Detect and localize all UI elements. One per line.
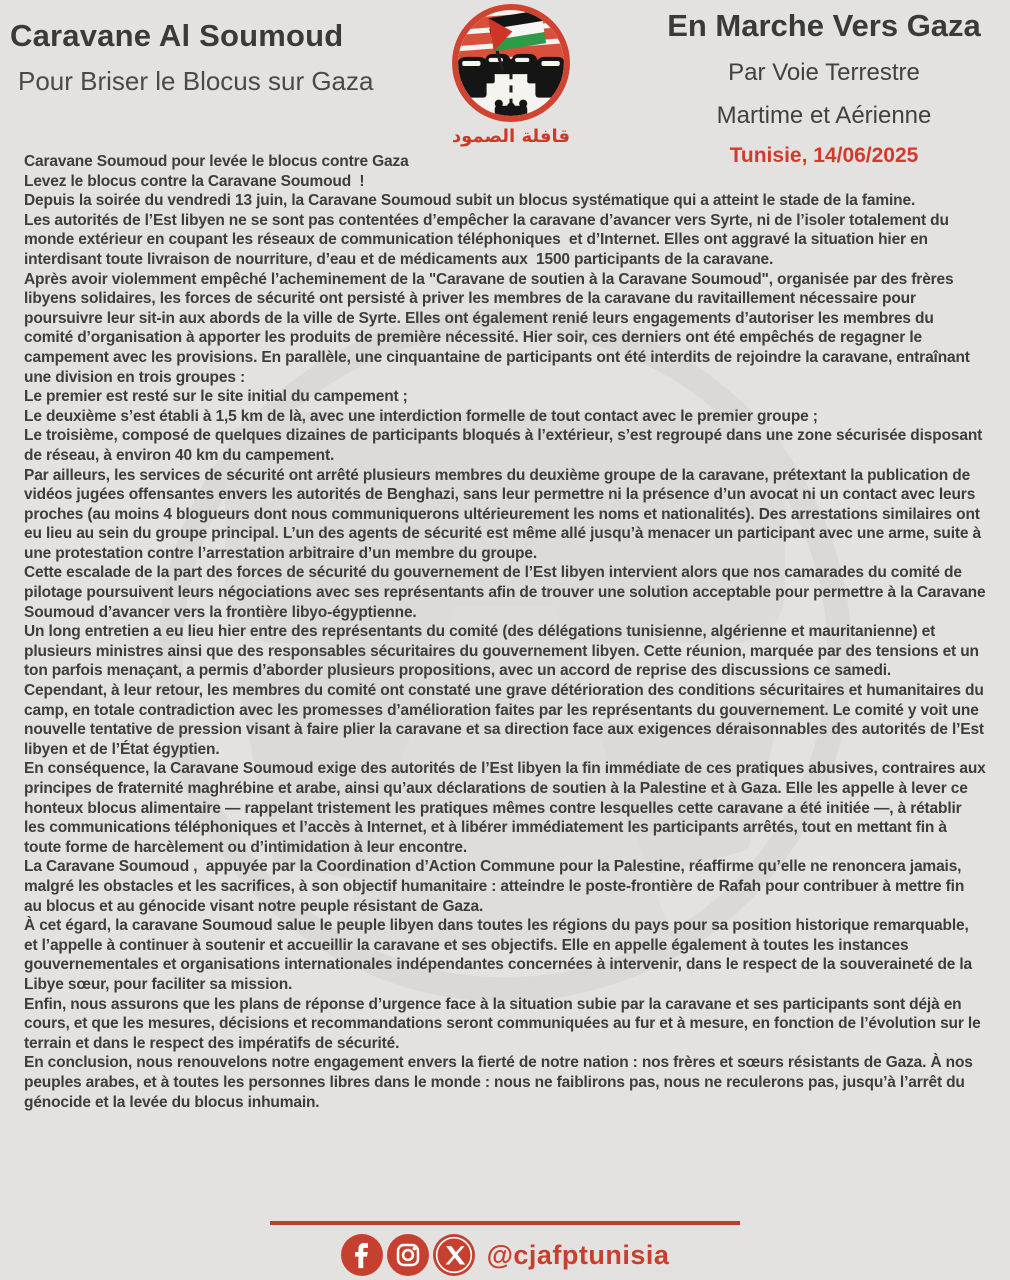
communique-body: [0, 150, 1010, 1112]
social-row: [0, 1234, 1010, 1276]
body-paragraph: En conséquence, la Caravane Soumoud exige des autorités de l’Est libyen la fin immédiate de ces pratiques abusives, contraires aux principes de fraternité maghrébine et arabe, ainsi qu’aux déclarations de soutien à la Palestine et à Gaza. Elle les appelle à lever ce honteux blocus alimentaire — rappelant tristement les pratiques mêmes contre lesquelles cette caravane a été initiée —, à rétablir les communications téléphoniques et l’accès à Internet, et à libérer immédiatement les participants arrêtés, tout en mettant fin à toute forme de harcèlement ou d’intimidation à leur encontre.: [24, 760, 990, 856]
body-paragraph: Par ailleurs, les services de sécurité ont arrêté plusieurs membres du deuxième groupe de la caravane, prétextant la publication de vidéos jugées offensantes envers les autorités de Benghazi, sans leur permettre ni la présence d’un avocat ni un contact avec leurs proches (au moins 4 blogueurs dont nous communiquerons ultérieurement les noms et nationalités). Des arrestations similaires ont eu lieu au sein du groupe principal. L’un des agents de sécurité est même allé jusqu’à menacer un participant avec une arme, suite à une protestation contre l’arrestation arbitraire d’un membre du groupe.: [24, 466, 986, 562]
footer: [0, 1221, 1010, 1276]
logo-arabic-label: قافلة الصمود: [451, 126, 571, 147]
header-right-line1: Par Voie Terrestre: [728, 59, 920, 86]
body-paragraph: Cependant, à leur retour, les membres du comité ont constaté une grave détérioration des conditions sécuritaires et humanitaires du camp, en totale contradiction avec les promesses d’amélioration faites par les représentants du gouvernement. Le comité y voit une nouvelle tentative de pression visant à faire plier la caravane et sa direction face aux exigences déraisonnables des autorités de l’Est libyen et de l’État égyptien.: [24, 682, 989, 758]
body-paragraph: Après avoir violemment empêché l’acheminement de la "Caravane de soutien à la Caravane Soumoud", organisée par des frères libyens solidaires, les forces de sécurité ont persisté à priver les membres de la caravane du ravitaillement nécessaire pour poursuivre leur sit-in aux abords de la ville de Syrte. Elles ont également renié leurs engagements d’autoriser les membres du comité d’organisation à apporter les produits de première nécessité. Hier soir, ces derniers ont été empêchés de regagner le campement avec les provisions. En parallèle, une cinquantaine de participants ont été interdits de rejoindre la caravane, entraînant une division en trois groupes :: [24, 270, 974, 386]
header-right: [644, 8, 1004, 168]
header-date: Tunisie, 14/06/2025: [729, 144, 919, 167]
body-paragraph: En conclusion, nous renouvelons notre engagement envers la fierté de notre nation : nos frères et sœurs résistants de Gaza. À nos peuples arabes, et à toutes les personnes libres dans le monde : nous ne faiblirons pas, nous ne reculerons pas, jusqu’à l’arrêt du génocide et la levée du blocus inhumain.: [24, 1054, 977, 1111]
body-paragraph: Le troisième, composé de quelques dizaines de participants bloqués à l’extérieur, s’est regroupé dans une zone sécurisée disposant de réseau, à environ 40 km du campement.: [24, 427, 987, 464]
caravan-logo-icon: [450, 2, 572, 124]
body-paragraph: Les autorités de l’Est libyen ne se sont pas contentées d’empêcher la caravane d’avancer vers Syrte, ni de l’isoler totalement du monde extérieur en coupant les réseaux de communication téléphoniques et d’Internet. Elles ont aggravé la situation hier en interdisant toute livraison de nourriture, d’eau et de médicaments aux 1500 participants de la caravane.: [24, 211, 953, 268]
body-paragraph: Levez le blocus contre la Caravane Soumoud !: [24, 172, 365, 190]
body-paragraph: Le premier est resté sur le site initial du campement ;: [24, 388, 408, 406]
body-paragraph: Cette escalade de la part des forces de sécurité du gouvernement de l’Est libyen intervient alors que nos camarades du comité de pilotage poursuivent leurs négociations avec ses représentants afin de trouver une solution acceptable pour permettre à la Caravane Soumoud d’avancer vers la frontière libyo-égyptienne.: [24, 564, 990, 621]
header-left: [10, 18, 410, 97]
body-paragraph: Enfin, nous assurons que les plans de réponse d’urgence face à la situation subie par la caravane et ses participants sont déjà en cours, et que les mesures, décisions et recommandations seront communiquées au fur et à mesure, en fonction de l’évolution sur le terrain et dans le respect des impératifs de sécurité.: [24, 995, 985, 1052]
body-paragraph: Caravane Soumoud pour levée le blocus contre Gaza: [24, 153, 409, 170]
social-handle[interactable]: @cjafptunisia: [486, 1239, 670, 1270]
page-title: Caravane Al Soumoud: [10, 18, 344, 53]
header-right-title: En Marche Vers Gaza: [667, 8, 981, 43]
body-paragraph: La Caravane Soumoud , appuyée par la Coordination d’Action Commune pour la Palestine, réaffirme qu’elle ne renoncera jamais, malgré les obstacles et les sacrifices, à son objectif humanitaire : atteindre le poste-frontière de Rafah pour contribuer à mettre fin au blocus et au génocide visant notre peuple résistant de Gaza.: [24, 858, 969, 915]
page-subtitle: Pour Briser le Blocus sur Gaza: [18, 66, 374, 96]
organization-logo: [448, 2, 574, 147]
header-right-line2: Martime et Aérienne: [716, 102, 932, 129]
footer-divider: [270, 1221, 740, 1225]
body-paragraph: Depuis la soirée du vendredi 13 juin, la Caravane Soumoud subit un blocus systématique qui a atteint le stade de la famine.: [24, 192, 916, 210]
x-icon[interactable]: [433, 1234, 475, 1276]
instagram-icon[interactable]: [387, 1234, 429, 1276]
body-paragraph: Un long entretien a eu lieu hier entre des représentants du comité (des délégations tunisienne, algérienne et mauritanienne) et plusieurs ministres ainsi que des responsables sécuritaires du gouvernement libyen. Cette réunion, marquée par des tensions et un ton parfois menaçant, a permis d’aborder plusieurs propositions, avec un accord de reprise des discussions ce samedi.: [24, 623, 984, 680]
body-paragraph: À cet égard, la caravane Soumoud salue le peuple libyen dans toutes les régions du pays pour sa position historique remarquable, et l’appelle à continuer à soutenir et accueillir la caravane et ses objectifs. Elle en appelle également à toutes les instances gouvernementales et organisations internationales indépendantes concernées à intervenir, dans le respect de la souveraineté de la Libye sœur, pour faciliter sa mission.: [24, 917, 977, 993]
facebook-icon[interactable]: [341, 1234, 383, 1276]
body-paragraph: Le deuxième s’est établi à 1,5 km de là, avec une interdiction formelle de tout contact avec le premier groupe ;: [24, 407, 818, 425]
